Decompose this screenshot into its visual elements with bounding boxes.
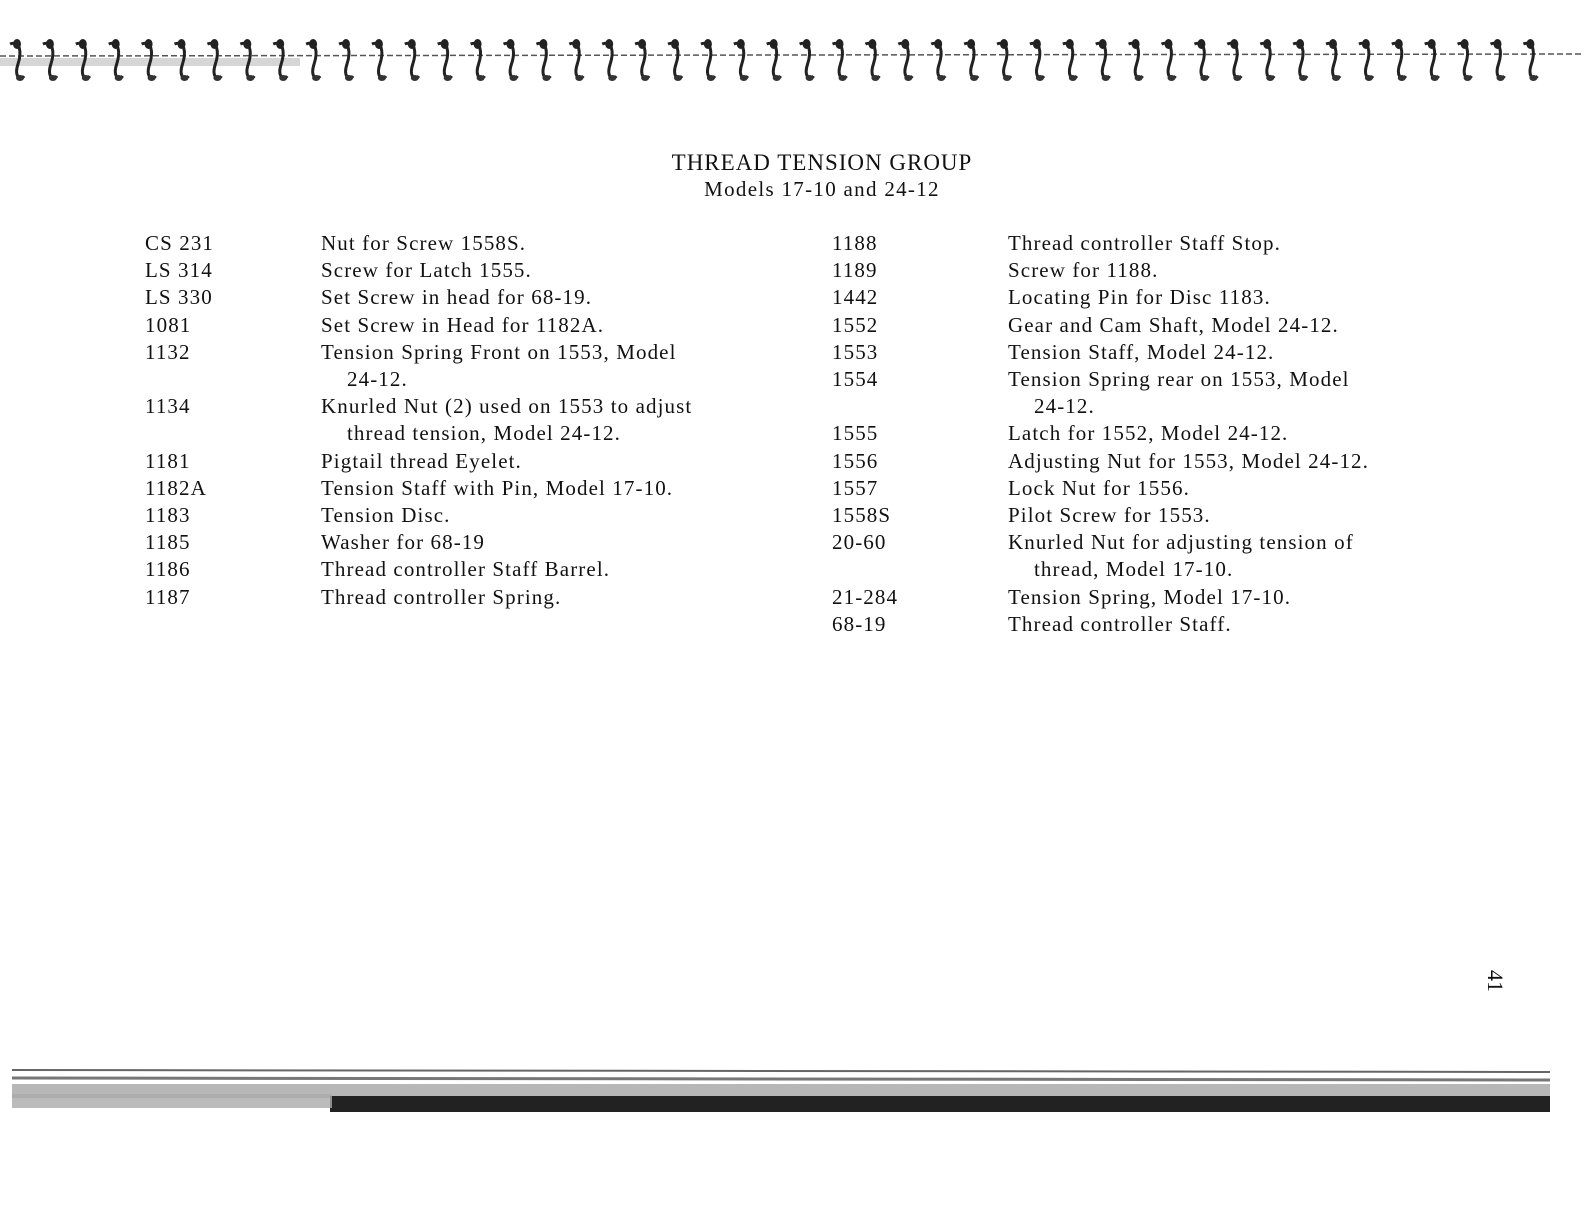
spiral-coil — [602, 39, 616, 81]
description-line: Thread controller Staff Barrel. — [321, 557, 611, 582]
description-line: Locating Pin for Disc 1183. — [1008, 285, 1271, 310]
part-number: 20-60 — [832, 530, 887, 555]
part-description — [1008, 529, 1478, 583]
part-row — [832, 502, 1478, 529]
part-number: 1189 — [832, 258, 878, 283]
spiral-coil — [1096, 39, 1110, 81]
part-number: CS 231 — [145, 231, 215, 255]
part-row — [145, 584, 791, 611]
part-row — [832, 420, 1478, 447]
part-description — [1008, 257, 1478, 284]
part-number: LS 314 — [145, 258, 213, 283]
part-description — [1008, 420, 1478, 447]
part-description — [321, 448, 791, 475]
part-row — [145, 393, 791, 447]
spiral-coil — [438, 39, 452, 81]
part-description — [1008, 475, 1478, 502]
part-description — [321, 475, 791, 502]
part-number: 1183 — [145, 503, 191, 528]
part-row — [832, 312, 1478, 339]
spiral-coil — [898, 39, 912, 81]
spiral-coil — [405, 39, 419, 81]
description-line: Latch for 1552, Model 24-12. — [1008, 421, 1289, 446]
part-row — [832, 230, 1478, 257]
description-line: Pilot Screw for 1553. — [1008, 503, 1211, 528]
part-number: 1442 — [832, 285, 879, 310]
description-line: Tension Spring rear on 1553, Model — [1008, 367, 1350, 392]
part-row — [832, 366, 1478, 420]
part-description — [321, 257, 791, 284]
part-description — [321, 230, 791, 257]
spiral-coil — [800, 39, 814, 81]
description-line: Screw for Latch 1555. — [321, 258, 532, 283]
spiral-coil — [1030, 39, 1044, 81]
part-description — [1008, 230, 1478, 257]
part-number: 1188 — [832, 231, 878, 255]
part-number: 1554 — [832, 367, 879, 392]
part-number: 21-284 — [832, 584, 899, 609]
part-number: 1185 — [145, 530, 191, 555]
part-description — [1008, 448, 1478, 475]
part-description — [1008, 584, 1478, 611]
part-description — [321, 529, 791, 556]
page-number: 41 — [1483, 970, 1508, 992]
spiral-coil — [1293, 39, 1307, 81]
part-description — [1008, 284, 1478, 311]
part-description — [321, 393, 791, 447]
spiral-coil — [931, 39, 945, 81]
spiral-coil — [372, 39, 386, 81]
spiral-coil — [306, 39, 320, 81]
spiral-coil — [1425, 39, 1439, 81]
part-number: 1555 — [832, 421, 879, 446]
part-number: 1081 — [145, 312, 192, 337]
description-line: Thread controller Spring. — [321, 584, 562, 609]
spiral-coil — [833, 39, 847, 81]
page-subtitle: Models 17-10 and 24-12 — [704, 177, 940, 201]
spiral-coil — [1458, 39, 1472, 81]
description-line: Set Screw in Head for 1182A. — [321, 312, 605, 337]
description-line: Tension Spring Front on 1553, Model — [321, 339, 677, 364]
spiral-coil — [1129, 39, 1143, 81]
part-row — [145, 448, 791, 475]
description-line: Tension Disc. — [321, 503, 451, 528]
part-row — [832, 611, 1478, 638]
part-number: LS 330 — [145, 285, 213, 310]
part-number: 1182A — [145, 475, 207, 500]
description-line: Nut for Screw 1558S. — [321, 231, 527, 255]
spiral-coil — [1491, 39, 1505, 81]
spiral-coil — [1260, 39, 1274, 81]
part-row — [832, 339, 1478, 366]
description-line: Thread controller Staff Stop. — [1008, 231, 1281, 255]
description-line: Set Screw in head for 68-19. — [321, 285, 593, 310]
description-continuation: 24-12. — [347, 367, 408, 392]
spiral-coil — [964, 39, 978, 81]
part-row — [832, 284, 1478, 311]
part-number: 1553 — [832, 339, 879, 364]
description-line: Screw for 1188. — [1008, 258, 1159, 283]
part-description — [321, 284, 791, 311]
part-description — [321, 502, 791, 529]
part-row — [145, 529, 791, 556]
part-description — [321, 556, 791, 583]
description-line: Knurled Nut (2) used on 1553 to adjust — [321, 394, 693, 419]
spiral-coil — [1063, 39, 1077, 81]
spiral-coil — [701, 39, 715, 81]
part-row — [145, 284, 791, 311]
description-continuation: thread, Model 17-10. — [1034, 557, 1234, 582]
description-line: Adjusting Nut for 1553, Model 24-12. — [1008, 448, 1369, 473]
part-row — [832, 475, 1478, 502]
description-line: Tension Staff, Model 24-12. — [1008, 339, 1275, 364]
part-number: 1132 — [145, 339, 191, 364]
description-line: Pigtail thread Eyelet. — [321, 448, 522, 473]
part-row — [832, 529, 1478, 583]
part-row — [145, 312, 791, 339]
spiral-coil — [1326, 39, 1340, 81]
part-description — [1008, 611, 1478, 638]
part-number: 1552 — [832, 312, 879, 337]
spiral-coil — [504, 39, 518, 81]
spiral-binding — [0, 28, 1584, 98]
spiral-coil — [471, 39, 485, 81]
part-number: 1186 — [145, 557, 191, 582]
part-row — [145, 475, 791, 502]
description-line: Tension Staff with Pin, Model 17-10. — [321, 475, 674, 500]
part-description — [1008, 502, 1478, 529]
part-row — [145, 257, 791, 284]
spiral-coil — [1227, 39, 1241, 81]
spiral-coil — [569, 39, 583, 81]
part-description — [321, 339, 791, 393]
spiral-coil — [668, 39, 682, 81]
spiral-coil — [734, 39, 748, 81]
spiral-coil — [1359, 39, 1373, 81]
spiral-coil — [635, 39, 649, 81]
spiral-coil — [1162, 39, 1176, 81]
description-line: Lock Nut for 1556. — [1008, 475, 1190, 500]
part-number: 1558S — [832, 503, 892, 528]
part-row — [832, 257, 1478, 284]
description-line: Knurled Nut for adjusting tension of — [1008, 530, 1354, 555]
part-number: 1557 — [832, 475, 879, 500]
description-continuation: 24-12. — [1034, 394, 1095, 419]
spiral-coil — [1523, 39, 1537, 81]
parts-list-right — [832, 230, 1478, 638]
parts-list-left — [145, 230, 791, 611]
description-line: Thread controller Staff. — [1008, 611, 1232, 636]
page-bottom-edge — [0, 1058, 1584, 1128]
part-number: 1187 — [145, 584, 191, 609]
part-description — [321, 584, 791, 611]
part-row — [145, 556, 791, 583]
part-description — [321, 312, 791, 339]
part-number: 1556 — [832, 448, 879, 473]
part-row — [145, 502, 791, 529]
part-number: 1134 — [145, 394, 191, 419]
spiral-coil — [339, 39, 353, 81]
description-line: Gear and Cam Shaft, Model 24-12. — [1008, 312, 1339, 337]
part-number: 68-19 — [832, 611, 887, 636]
spiral-coil — [865, 39, 879, 81]
spiral-coil — [767, 39, 781, 81]
part-number: 1181 — [145, 448, 191, 473]
description-continuation: thread tension, Model 24-12. — [347, 421, 622, 446]
spiral-coil — [536, 39, 550, 81]
part-row — [145, 339, 791, 393]
spiral-coil — [1392, 39, 1406, 81]
part-row — [832, 584, 1478, 611]
spiral-coil — [1194, 39, 1208, 81]
part-description — [1008, 312, 1478, 339]
part-description — [1008, 339, 1478, 366]
page-title: THREAD TENSION GROUP — [671, 150, 973, 175]
spiral-coil — [997, 39, 1011, 81]
part-row — [832, 448, 1478, 475]
description-line: Tension Spring, Model 17-10. — [1008, 584, 1292, 609]
description-line: Washer for 68-19 — [321, 530, 486, 555]
part-description — [1008, 366, 1478, 420]
part-row — [145, 230, 791, 257]
